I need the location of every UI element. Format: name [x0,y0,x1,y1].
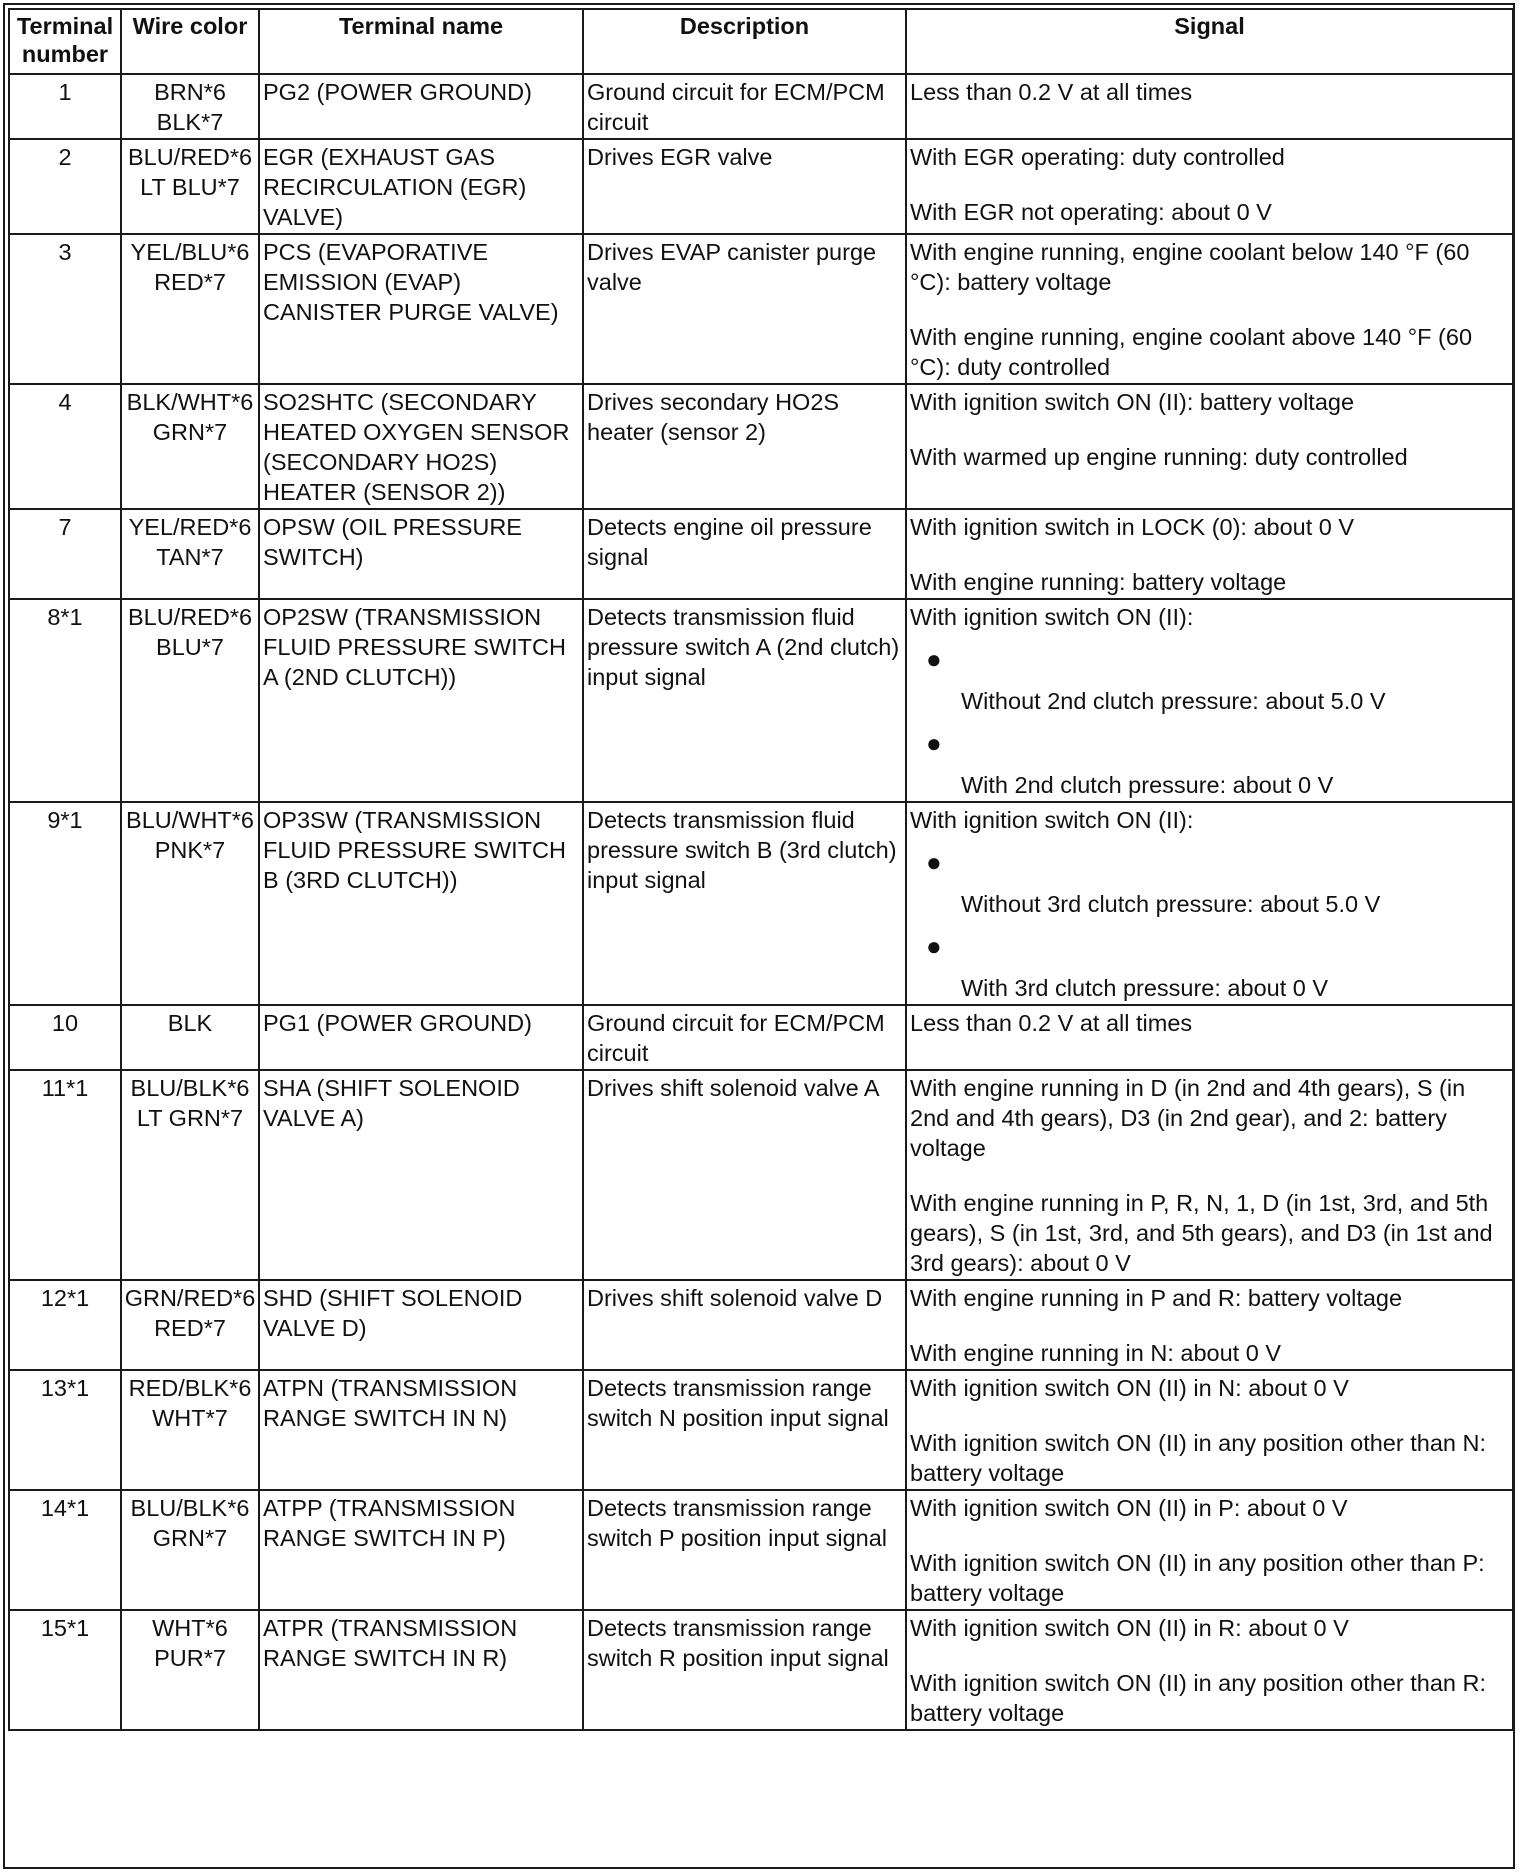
bullet-icon: ● [926,847,942,877]
signal-text: With ignition switch ON (II) in N: about 0 V [910,1375,1349,1401]
signal-cell [906,1610,1513,1730]
wire-color-value: GRN*7 [152,1525,228,1551]
terminal-name-cell: PG1 (POWER GROUND) [259,1005,583,1070]
table-row [9,74,1513,139]
signal-text: With EGR not operating: about 0 V [910,199,1272,225]
wire-color-value: BLU/RED*6 [127,604,253,630]
signal-text: With warmed up engine running: duty controlled [910,444,1408,470]
wire-color-cell [121,1610,259,1730]
wire-color-cell [121,1280,259,1370]
signal-text: With engine running in P, R, N, 1, D (in 1st, 3rd, and 5th gears), S (in 1st, 3rd, and 5th gears), and D3 (in 1st and 3rd gears): about 0 V [910,1190,1493,1276]
terminal-name-cell: PG2 (POWER GROUND) [259,74,583,139]
terminal-name-cell: OP2SW (TRANSMISSION FLUID PRESSURE SWITCH A (2ND CLUTCH)) [259,599,583,802]
terminal-table [8,8,1514,1731]
terminal-name-cell: SO2SHTC (SECONDARY HEATED OXYGEN SENSOR (SECONDARY HO2S) HEATER (SENSOR 2)) [259,384,583,509]
description-cell: Detects transmission fluid pressure switch A (2nd clutch) input signal [583,599,906,802]
signal-cell [906,1370,1513,1490]
table-row [9,1610,1513,1730]
terminal-number-cell: 8*1 [9,599,121,802]
signal-text: Less than 0.2 V at all times [910,1010,1193,1036]
wire-color-cell [121,234,259,384]
terminal-number-cell: 12*1 [9,1280,121,1370]
wire-color-value: BLK*7 [156,109,224,135]
wire-color-value: WHT*7 [152,1405,228,1431]
terminal-name-cell: OP3SW (TRANSMISSION FLUID PRESSURE SWITCH B (3RD CLUTCH)) [259,802,583,1005]
wire-color-cell [121,384,259,509]
signal-text: With ignition switch ON (II) in P: about 0 V [910,1495,1348,1521]
table-row [9,1005,1513,1070]
terminal-number-cell: 13*1 [9,1370,121,1490]
description-cell: Ground circuit for ECM/PCM circuit [583,74,906,139]
signal-text: With EGR operating: duty controlled [910,144,1285,170]
description-cell: Ground circuit for ECM/PCM circuit [583,1005,906,1070]
terminal-name-cell: SHA (SHIFT SOLENOID VALVE A) [259,1070,583,1280]
table-row [9,384,1513,509]
signal-text: With engine running, engine coolant below 140 °F (60 °C): battery voltage [910,239,1470,295]
wire-color-value: PUR*7 [154,1645,226,1671]
signal-text: With ignition switch ON (II) in R: about 0 V [910,1615,1349,1641]
terminal-name-cell: ATPN (TRANSMISSION RANGE SWITCH IN N) [259,1370,583,1490]
signal-intro: With ignition switch ON (II): [910,807,1194,833]
wire-color-value: GRN/RED*6 [124,1285,256,1311]
table-row [9,509,1513,599]
signal-bullet-text: With 2nd clutch pressure: about 0 V [961,772,1334,798]
description-cell: Drives shift solenoid valve D [583,1280,906,1370]
terminal-number-cell: 15*1 [9,1610,121,1730]
signal-cell [906,1070,1513,1280]
description-cell: Detects engine oil pressure signal [583,509,906,599]
description-cell: Detects transmission range switch P position input signal [583,1490,906,1610]
signal-cell [906,1005,1513,1070]
signal-text: Less than 0.2 V at all times [910,79,1193,105]
wire-color-value: YEL/RED*6 [128,514,252,540]
wire-color-value: BLU*7 [156,634,224,660]
signal-cell [906,509,1513,599]
bullet-icon: ● [926,644,942,674]
signal-text: With ignition switch ON (II) in any position other than P: battery voltage [910,1550,1485,1606]
table-row [9,1070,1513,1280]
wire-color-value: BRN*6 [154,79,226,105]
description-cell: Detects transmission range switch R position input signal [583,1610,906,1730]
wire-color-cell [121,1370,259,1490]
wire-color-value: LT GRN*7 [136,1105,244,1131]
signal-text: With engine running in D (in 2nd and 4th gears), S (in 2nd and 4th gears), D3 (in 2nd gear), and 2: battery voltage [910,1075,1466,1161]
bullet-icon: ● [926,728,942,758]
wire-color-cell [121,1490,259,1610]
wire-color-value: BLU/BLK*6 [130,1075,250,1101]
wire-color-value: RED/BLK*6 [128,1375,252,1401]
wire-color-value: GRN*7 [152,419,228,445]
wire-color-cell [121,599,259,802]
signal-cell [906,1280,1513,1370]
terminal-name-cell: SHD (SHIFT SOLENOID VALVE D) [259,1280,583,1370]
wire-color-cell [121,802,259,1005]
wire-color-value: BLU/BLK*6 [130,1495,250,1521]
header-description: Description [583,9,906,74]
wire-color-value: LT BLU*7 [140,174,240,200]
signal-text: With ignition switch in LOCK (0): about 0 V [910,514,1355,540]
wire-color-value: RED*7 [154,1315,226,1341]
header-terminal-name: Terminal name [259,9,583,74]
description-cell: Drives EGR valve [583,139,906,234]
table-row [9,139,1513,234]
signal-cell [906,599,1513,802]
description-cell: Drives secondary HO2S heater (sensor 2) [583,384,906,509]
signal-cell [906,384,1513,509]
table-row [9,599,1513,802]
header-wire-color: Wire color [121,9,259,74]
terminal-name-cell: ATPR (TRANSMISSION RANGE SWITCH IN R) [259,1610,583,1730]
wire-color-value: BLU/WHT*6 [126,807,254,833]
bullet-icon: ● [926,931,942,961]
wire-color-value: WHT*6 [152,1615,228,1641]
terminal-name-cell: EGR (EXHAUST GAS RECIRCULATION (EGR) VALVE) [259,139,583,234]
header-terminal-number: Terminal number [9,9,121,74]
header-row [9,9,1513,74]
description-cell: Drives EVAP canister purge valve [583,234,906,384]
terminal-number-cell: 4 [9,384,121,509]
table-row [9,1280,1513,1370]
signal-cell [906,139,1513,234]
wire-color-cell [121,139,259,234]
wire-color-value: YEL/BLU*6 [130,239,250,265]
terminal-number-cell: 9*1 [9,802,121,1005]
wire-color-value: RED*7 [154,269,226,295]
signal-text: With ignition switch ON (II): battery voltage [910,389,1355,415]
wire-color-cell [121,1005,259,1070]
signal-text: With engine running, engine coolant above 140 °F (60 °C): duty controlled [910,324,1473,380]
terminal-number-cell: 7 [9,509,121,599]
table-body [9,74,1513,1730]
wire-color-cell [121,74,259,139]
wire-color-value: BLU/RED*6 [127,144,253,170]
table-row [9,1370,1513,1490]
signal-bullet-text: Without 2nd clutch pressure: about 5.0 V [961,688,1386,714]
wire-color-value: PNK*7 [154,837,226,863]
header-signal: Signal [906,9,1513,74]
wire-color-value: BLK/WHT*6 [126,389,254,415]
signal-bullet-text: With 3rd clutch pressure: about 0 V [961,975,1329,1001]
description-cell: Detects transmission range switch N position input signal [583,1370,906,1490]
signal-cell [906,1490,1513,1610]
wire-color-value: BLK [167,1010,213,1036]
table-row [9,1490,1513,1610]
signal-intro: With ignition switch ON (II): [910,604,1194,630]
terminal-number-cell: 3 [9,234,121,384]
terminal-name-cell: ATPP (TRANSMISSION RANGE SWITCH IN P) [259,1490,583,1610]
terminal-name-cell: OPSW (OIL PRESSURE SWITCH) [259,509,583,599]
terminal-number-cell: 11*1 [9,1070,121,1280]
description-cell: Detects transmission fluid pressure switch B (3rd clutch) input signal [583,802,906,1005]
signal-cell [906,74,1513,139]
signal-text: With engine running in P and R: battery voltage [910,1285,1403,1311]
signal-bullet-text: Without 3rd clutch pressure: about 5.0 V [961,891,1381,917]
signal-text: With ignition switch ON (II) in any position other than N: battery voltage [910,1430,1486,1486]
signal-text: With ignition switch ON (II) in any position other than R: battery voltage [910,1670,1486,1726]
terminal-name-cell: PCS (EVAPORATIVE EMISSION (EVAP) CANISTER PURGE VALVE) [259,234,583,384]
terminal-number-cell: 10 [9,1005,121,1070]
description-cell: Drives shift solenoid valve A [583,1070,906,1280]
signal-cell [906,802,1513,1005]
terminal-number-cell: 2 [9,139,121,234]
signal-text: With engine running: battery voltage [910,569,1287,595]
wire-color-value: TAN*7 [156,544,224,570]
signal-cell [906,234,1513,384]
signal-text: With engine running in N: about 0 V [910,1340,1282,1366]
table-row [9,234,1513,384]
terminal-number-cell: 14*1 [9,1490,121,1610]
wire-color-cell [121,509,259,599]
terminal-number-cell: 1 [9,74,121,139]
wire-color-cell [121,1070,259,1280]
table-row [9,802,1513,1005]
